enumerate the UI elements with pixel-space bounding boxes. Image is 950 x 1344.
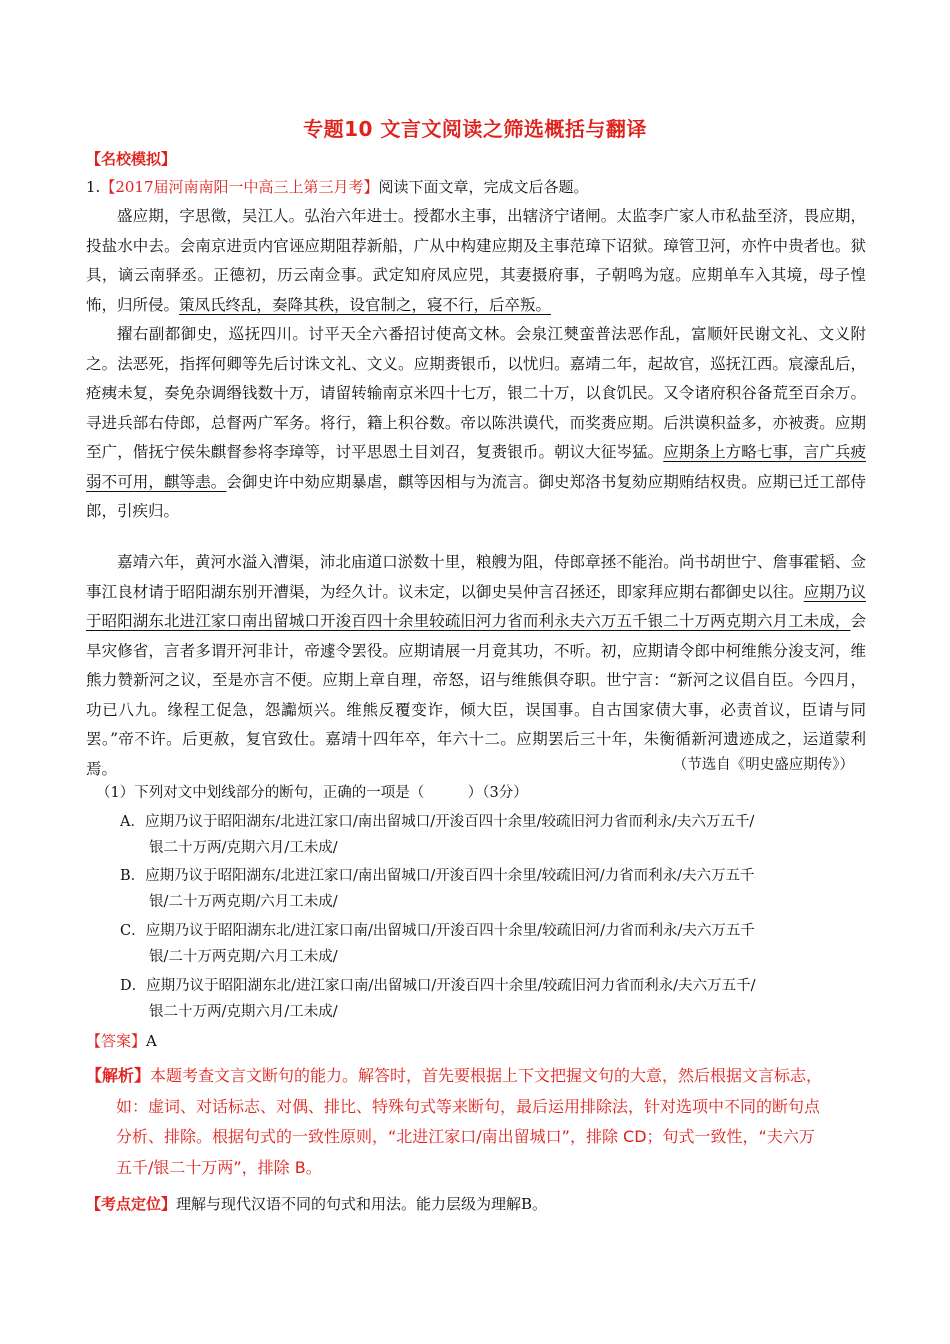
option-text: 银/二十万两克期/六月工未成/ <box>149 894 338 910</box>
question-source: 【2017届河南南阳一中高三上第三月考】 <box>100 178 379 196</box>
passage-text: 会御史许中劾应期暴虐，麒等因相与为流言。御史郑洛书复劾应期贿结权贵。应期已迁工部侍郎，引疾归。 <box>86 472 866 520</box>
option-text: 应期乃议于昭阳湖东/北进江家口/南出留城口/开浚百四十余里/较疏旧河/力省而利永/夫六万五千 <box>145 868 755 884</box>
knowledge-point-label: 【考点定位】 <box>86 1195 177 1213</box>
option-label: C． <box>120 923 146 939</box>
option-label: B． <box>120 868 146 884</box>
knowledge-point <box>86 1193 547 1214</box>
passage <box>86 548 866 784</box>
underlined-sentence: 应期条上方略七事，言广兵疲弱不可用，麒等恚。 <box>86 443 866 491</box>
analysis-text: 如：虚词、对话标志、对偶、排比、特殊句式等来断句，最后运用排除法，针对选项中不同的断句点 <box>116 1096 821 1116</box>
analysis-text: 分析、排除。根据句式的一致性原则，“北进江家口/南出留城口”，排除 CD；句式一致性，“夫六万 <box>116 1127 815 1146</box>
question-intro <box>86 176 589 197</box>
passage-text: 擢右副都御史，巡抚四川。讨平天全六番招讨使高文林。会泉江僰蛮普法恶作乱，富顺奸民谢文礼、文义附之。法恶死，指挥何卿等先后讨诛文礼、文义。应期赉银币，以忧归。嘉靖二年，起故官，巡抚江西。宸濠乱后，疮痍未复，奏免杂调缗钱数十万，请留转输南京米四十七万，银二十万，以食饥民。又令诸府积谷备荒至百余万。寻进兵部右侍郎，总督两广军务。将行，籍上积谷数。帝以陈洪谟代，而奖赉应期。后洪谟积益多，亦被赉。应期至广，偕抚宁侯朱麒督参将李璋等，讨平思恩土目刘召，复赉银币。朝议大征岑猛。 <box>86 325 866 461</box>
analysis-label: 【解析】 <box>86 1066 151 1085</box>
passage-text: 会旱灾修省，言者多谓开河非计，帝遽令罢役。应期请展一月竟其功，不听。初，应期请令郎中柯维熊分浚支河，维熊力赞新河之议，至是亦言不便。应期上章自理，帝怒，诏与维熊俱夺职。世宁言：“新河之议倡自臣。今四月，功已八九。缘程工促急，怨讟烦兴。维熊反覆变诈，倾大臣，误国事。自古国家债大事，必责首议，臣请与同罢。”帝不许。后更赦，复官致仕。嘉靖十四年卒，年六十二。应期罢后三十年，朱衡循新河遗迹成之，运道蒙利焉。 <box>86 612 866 778</box>
knowledge-point-text: 理解与现代汉语不同的句式和用法。能力层级为理解B。 <box>176 1195 548 1213</box>
answer-value: A <box>146 1032 157 1050</box>
option-c <box>120 918 870 970</box>
page-title: 专题10 文言文阅读之筛选概括与翻译 <box>303 117 647 141</box>
option-text: 银二十万两/克期六月/工未成/ <box>149 840 338 856</box>
option-text: 银/二十万两克期/六月工未成/ <box>149 949 338 965</box>
option-text: 银二十万两/克期六月/工未成/ <box>149 1004 338 1020</box>
option-b <box>120 863 870 915</box>
option-text: 应期乃议于昭阳湖东北/进江家口南/出留城口/开浚百四十余里/较疏旧河/力省而利永/夫六万五千 <box>145 923 755 939</box>
option-text: 应期乃议于昭阳湖东北/进江家口南/出留城口/开浚百四十余里/较疏旧河力省而利永/夫六万五千/ <box>146 978 756 994</box>
option-label: D． <box>120 978 147 994</box>
source-credit: （节选自《明史盛应期传》） <box>672 757 854 773</box>
passage-paragraph-2 <box>86 320 866 527</box>
passage <box>86 202 866 320</box>
analysis-text: 本题考查文言文断句的能力。解答时，首先要根据上下文把握文句的大意，然后根据文言标志， <box>150 1066 823 1085</box>
passage-text: 盛应期，字思徵，吴江人。弘治六年进士。授都水主事，出辖济宁诸闸。太监李广家人市私盐至济，畏应期，投盐水中去。会南京进贡内官诬应期阻荐新船，广从中构建应期及主事范璋下诏狱。璋管卫河，亦忤中贵者也。狱具，谪云南驿丞。正德初，历云南佥事。武定知府凤应兕，其妻摄府事，子朝鸣为寇。应期单车入其境，母子惶怖，归所侵。 <box>86 207 866 314</box>
question-instruction: 阅读下面文章，完成文后各题。 <box>378 178 589 196</box>
question-number: 1. <box>86 178 101 196</box>
analysis <box>86 1061 866 1183</box>
passage-paragraph-1 <box>86 202 866 320</box>
question-stem: （1）下列对文中划线部分的断句，正确的一项是（ ）（3分） <box>96 785 528 801</box>
underlined-sentence: 应期乃议于昭阳湖东北进江家口南出留城口开浚百四十余里较疏旧河力省而利永夫六万五千银二十万两克期六月工未成， <box>86 582 866 630</box>
section-tag: 【名校模拟】 <box>86 150 177 168</box>
option-a <box>120 809 870 861</box>
analysis-text: 五千/银二十万两”，排除 B。 <box>116 1157 322 1177</box>
underlined-sentence: 策凤氏终乱，奏降其秩，设官制之，寝不行，后卒叛。 <box>179 295 552 314</box>
option-label: A． <box>120 814 145 830</box>
answer <box>86 1030 157 1051</box>
passage-text: 嘉靖六年，黄河水溢入漕渠，沛北庙道口淤数十里，粮艘为阻，侍郎章拯不能治。尚书胡世宁、詹事霍韬、佥事江良材请于昭阳湖东别开漕渠，为经久计。议未定，以御史吴仲言召拯还，即家拜应期右都御史以往。 <box>86 553 866 601</box>
passage-paragraph-3 <box>86 548 866 784</box>
option-text: 应期乃议于昭阳湖东/北进江家口/南出留城口/开浚百四十余里/较疏旧河力省而利永/夫六万五千/ <box>144 814 755 830</box>
option-d <box>120 973 870 1025</box>
passage <box>86 320 866 527</box>
answer-label: 【答案】 <box>86 1032 147 1050</box>
